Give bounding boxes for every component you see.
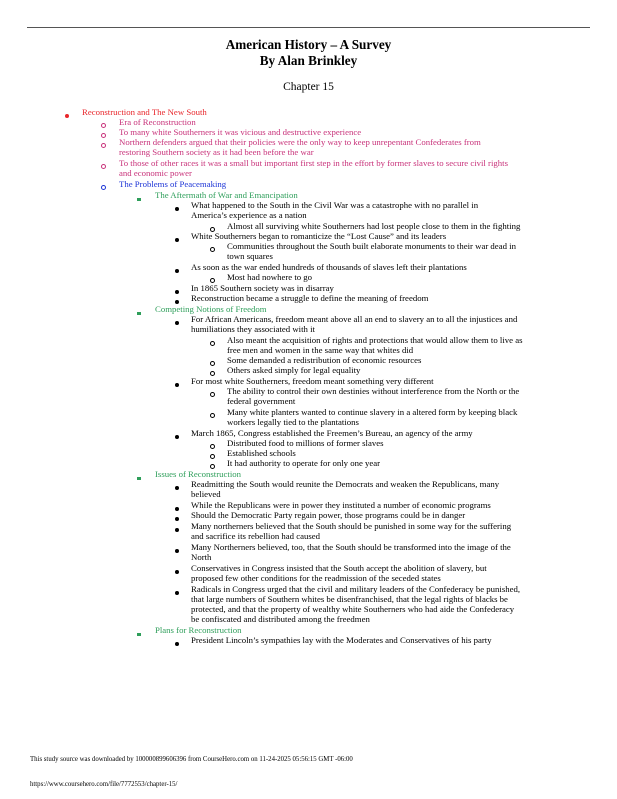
outline-subsection-heading: Issues of Reconstruction	[155, 469, 242, 479]
outline-subsection-heading: Competing Notions of Freedom	[155, 304, 267, 314]
bullet-circle	[101, 140, 106, 150]
outline-subpoint: The ability to control their own destinies without interference from the North or the	[227, 386, 520, 396]
outline-point: March 1865, Congress established the Freemen’s Bureau, an agency of the army	[191, 428, 473, 438]
outline-point: President Lincoln’s sympathies lay with the Moderates and Conservatives of his party	[191, 635, 492, 645]
bullet-square	[137, 628, 141, 638]
outline-point: White Southerners began to romanticize the “Lost Cause” and its leaders	[191, 231, 447, 241]
bullet-dot	[175, 203, 179, 213]
outline-point: Readmitting the South would reunite the Democrats and weaken the Republicans, many	[191, 479, 500, 489]
outline-point: Radicals in Congress urged that the civil and military leaders of the Confederacy be punished,	[191, 584, 521, 594]
document-title: American History – A Survey	[225, 37, 392, 52]
outline-point: In 1865 Southern society was in disarray	[191, 283, 334, 293]
outline-subpoint-cont: free men and women in the same way that whites did	[227, 345, 414, 355]
outline-subpoint: Distributed food to millions of former slaves	[227, 438, 384, 448]
outline-point-cont: that large numbers of Southern whites be disenfranchised, that the legal rights of blacks be	[191, 594, 508, 604]
outline-subpoint: It had authority to operate for only one year	[227, 458, 381, 468]
outline-point: While the Republicans were in power they instituted a number of economic programs	[191, 500, 491, 510]
bullet-circle	[101, 120, 106, 130]
outline-subpoint: Others asked simply for legal equality	[227, 365, 361, 375]
outline-item: Northern defenders argued that their policies were the only way to keep unrepentant Confederates from	[119, 137, 481, 147]
outline-subpoint: Some demanded a redistribution of economic resources	[227, 355, 422, 365]
document-author: By Alan Brinkley	[259, 53, 358, 68]
outline-subsection-heading: The Aftermath of War and Emancipation	[155, 190, 298, 200]
outline-point: Conservatives in Congress insisted that the South accept the abolition of slavery, but	[191, 563, 487, 573]
outline-main-topic: Reconstruction and The New South	[82, 107, 207, 117]
outline-subpoint: Communities throughout the South built elaborate monuments to their war dead in	[227, 241, 516, 251]
bullet-dot-red	[65, 110, 69, 120]
download-notice: This study source was downloaded by 100000899606396 from CourseHero.com on 11-24-2025 05:56:15 GMT -06:00	[30, 756, 353, 763]
bullet-dot	[175, 566, 179, 576]
bullet-dot	[175, 545, 179, 555]
outline-point: As soon as the war ended hundreds of thousands of slaves left their plantations	[191, 262, 467, 272]
bullet-dot	[175, 431, 179, 441]
outline-item: Era of Reconstruction	[119, 117, 196, 127]
outline-item: To many white Southerners it was vicious and destructive experience	[119, 127, 362, 137]
chapter-heading: Chapter 15	[283, 81, 334, 93]
outline-point: Should the Democratic Party regain power, those programs could be in danger	[191, 510, 466, 520]
bullet-dot	[175, 503, 179, 513]
bullet-circle	[101, 182, 106, 192]
outline-subpoint-cont: town squares	[227, 251, 273, 261]
outline-point: Reconstruction became a struggle to define the meaning of freedom	[191, 293, 429, 303]
source-url[interactable]: https://www.coursehero.com/file/7772553/chapter-15/	[30, 781, 178, 788]
page-top-rule	[27, 27, 590, 28]
outline-point-cont: proposed few other conditions for the readmission of the seceded states	[191, 573, 441, 583]
bullet-circle	[101, 130, 106, 140]
outline-point-cont: North	[191, 552, 212, 562]
outline-point-cont: and sacrifice its rebellion had caused	[191, 531, 321, 541]
bullet-circle	[210, 244, 215, 254]
bullet-dot	[175, 638, 179, 648]
bullet-square	[137, 307, 141, 317]
bullet-dot	[175, 379, 179, 389]
outline-item-cont: restoring Southern society as it had been before the war	[119, 147, 314, 157]
outline-section-heading: The Problems of Peacemaking	[119, 179, 227, 189]
bullet-dot	[175, 286, 179, 296]
outline-subpoint: Also meant the acquisition of rights and protections that would allow them to live as	[227, 335, 523, 345]
outline-subpoint-cont: workers legally tied to the plantations	[227, 417, 359, 427]
outline-point: What happened to the South in the Civil War was a catastrophe with no parallel in	[191, 200, 479, 210]
bullet-dot	[175, 234, 179, 244]
outline-point-cont: be confiscated and distributed among the freedmen	[191, 614, 370, 624]
bullet-circle	[210, 451, 215, 461]
bullet-circle	[210, 441, 215, 451]
outline-point-cont: humiliations they associated with it	[191, 324, 315, 334]
bullet-dot	[175, 587, 179, 597]
bullet-dot	[175, 265, 179, 275]
bullet-circle	[101, 161, 106, 171]
outline-subpoint: Many white planters wanted to continue slavery in a altered form by keeping black	[227, 407, 518, 417]
outline-subsection-heading: Plans for Reconstruction	[155, 625, 242, 635]
outline-point: For most white Southerners, freedom meant something very different	[191, 376, 434, 386]
outline-point-cont: America’s experience as a nation	[191, 210, 307, 220]
bullet-dot	[175, 482, 179, 492]
bullet-circle	[210, 389, 215, 399]
bullet-circle	[210, 358, 215, 368]
bullet-dot	[175, 317, 179, 327]
outline-item-cont: and economic power	[119, 168, 192, 178]
outline-subpoint: Established schools	[227, 448, 296, 458]
outline-point: Many Northerners believed, too, that the South should be transformed into the image of the	[191, 542, 511, 552]
bullet-circle	[210, 338, 215, 348]
bullet-circle	[210, 410, 215, 420]
outline-subpoint: Most had nowhere to go	[227, 272, 313, 282]
bullet-square	[137, 472, 141, 482]
outline-point-cont: protected, and that the property of wealthy white Southerners who had aide the Confederacy	[191, 604, 515, 614]
outline-subpoint-cont: federal government	[227, 396, 296, 406]
bullet-square	[137, 193, 141, 203]
outline-subpoint: Almost all surviving white Southerners had lost people close to them in the fighting	[227, 221, 521, 231]
outline-point-cont: believed	[191, 489, 221, 499]
outline-item: To those of other races it was a small but important first step in the effort by former slaves to secure civil rights	[119, 158, 508, 168]
outline-point: For African Americans, freedom meant above all an end to slavery an to all the injustices and	[191, 314, 518, 324]
bullet-dot	[175, 513, 179, 523]
bullet-dot	[175, 524, 179, 534]
outline-point: Many northerners believed that the South should be punished in some way for the suffering	[191, 521, 512, 531]
